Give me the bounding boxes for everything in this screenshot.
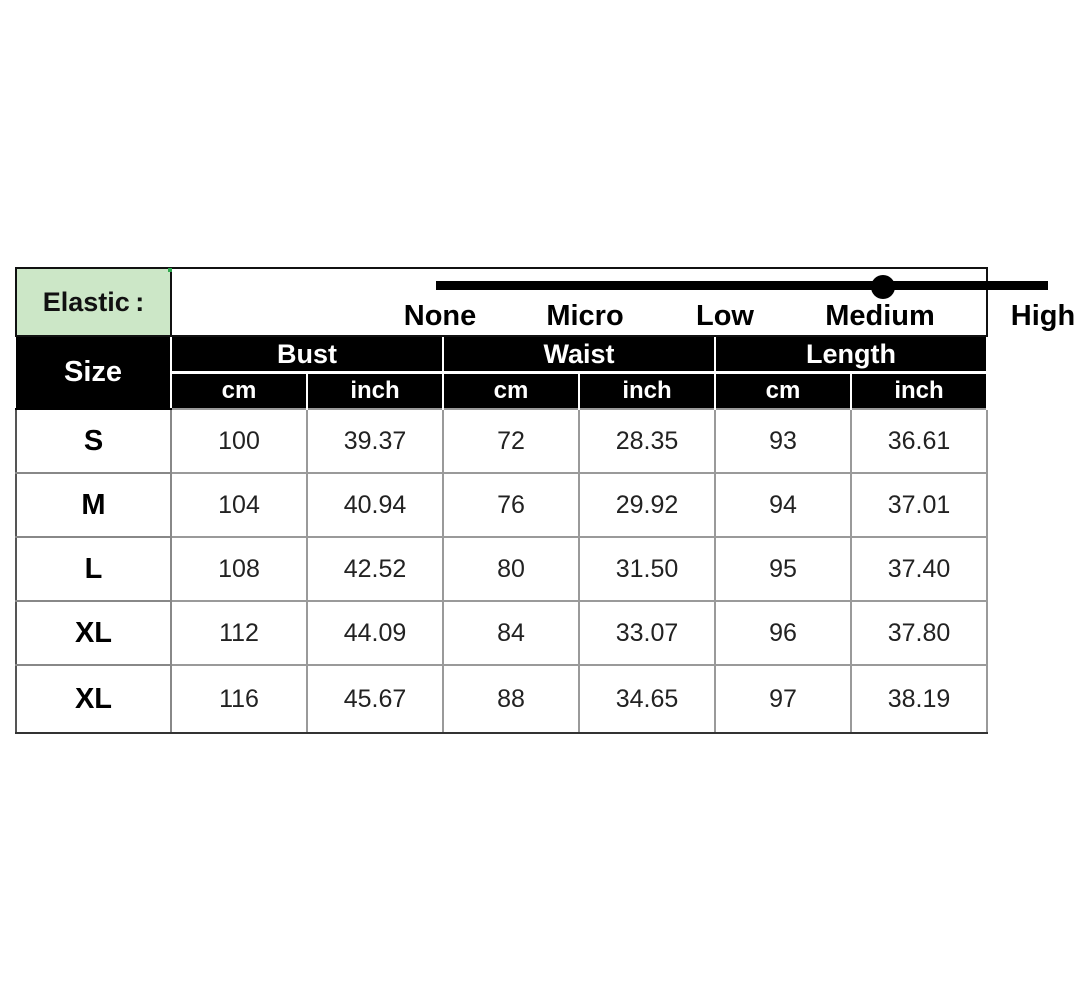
table-cell: 112 [171,601,307,665]
size-chart [15,267,1075,735]
size-table [15,267,1075,734]
table-cell: 96 [715,601,851,665]
unit-header: cm [715,373,851,410]
table-cell: 40.94 [307,473,443,537]
table-cell: 80 [443,537,579,601]
table-cell: 94 [715,473,851,537]
table-cell: 76 [443,473,579,537]
table-cell: 29.92 [579,473,715,537]
table-row [16,409,987,473]
elastic-option-medium: Medium [825,300,935,332]
length-header: Length [715,336,987,373]
table-cell: 97 [715,665,851,733]
group-header-row [16,336,987,373]
elastic-option-micro: Micro [546,300,624,332]
table-cell: 100 [171,409,307,473]
size-column-header: Size [16,336,171,409]
size-label: M [16,473,171,537]
table-cell: 37.01 [851,473,987,537]
table-cell: 108 [171,537,307,601]
size-label: S [16,409,171,473]
elastic-option-high: High [1010,300,1075,332]
table-cell: 36.61 [851,409,987,473]
unit-header: inch [579,373,715,410]
table-row [16,665,987,733]
elastic-option-low: Low [696,300,754,332]
table-cell: 84 [443,601,579,665]
table-row [16,601,987,665]
elastic-selected-marker [871,275,895,299]
table-cell: 38.19 [851,665,987,733]
elastic-label: Elastic : [16,268,171,336]
table-cell: 39.37 [307,409,443,473]
table-cell: 33.07 [579,601,715,665]
table-cell: 116 [171,665,307,733]
table-cell: 34.65 [579,665,715,733]
table-cell: 28.35 [579,409,715,473]
table-row [16,537,987,601]
table-cell: 45.67 [307,665,443,733]
elastic-row [16,268,987,336]
table-cell: 93 [715,409,851,473]
bust-header: Bust [171,336,443,373]
table-row [16,473,987,537]
elastic-options [172,300,1075,334]
waist-header: Waist [443,336,715,373]
unit-header: cm [171,373,307,410]
size-label: L [16,537,171,601]
unit-header: inch [851,373,987,410]
table-cell: 37.80 [851,601,987,665]
table-cell: 31.50 [579,537,715,601]
elastic-scale-track [436,281,1048,290]
table-cell: 37.40 [851,537,987,601]
table-cell: 104 [171,473,307,537]
table-cell: 88 [443,665,579,733]
size-label: XL [16,601,171,665]
table-cell: 42.52 [307,537,443,601]
elastic-option-none: None [403,300,477,332]
table-cell: 95 [715,537,851,601]
table-cell: 44.09 [307,601,443,665]
size-label: XL [16,665,171,733]
elastic-scale [171,268,1075,336]
table-cell: 72 [443,409,579,473]
unit-header: cm [443,373,579,410]
unit-header: inch [307,373,443,410]
